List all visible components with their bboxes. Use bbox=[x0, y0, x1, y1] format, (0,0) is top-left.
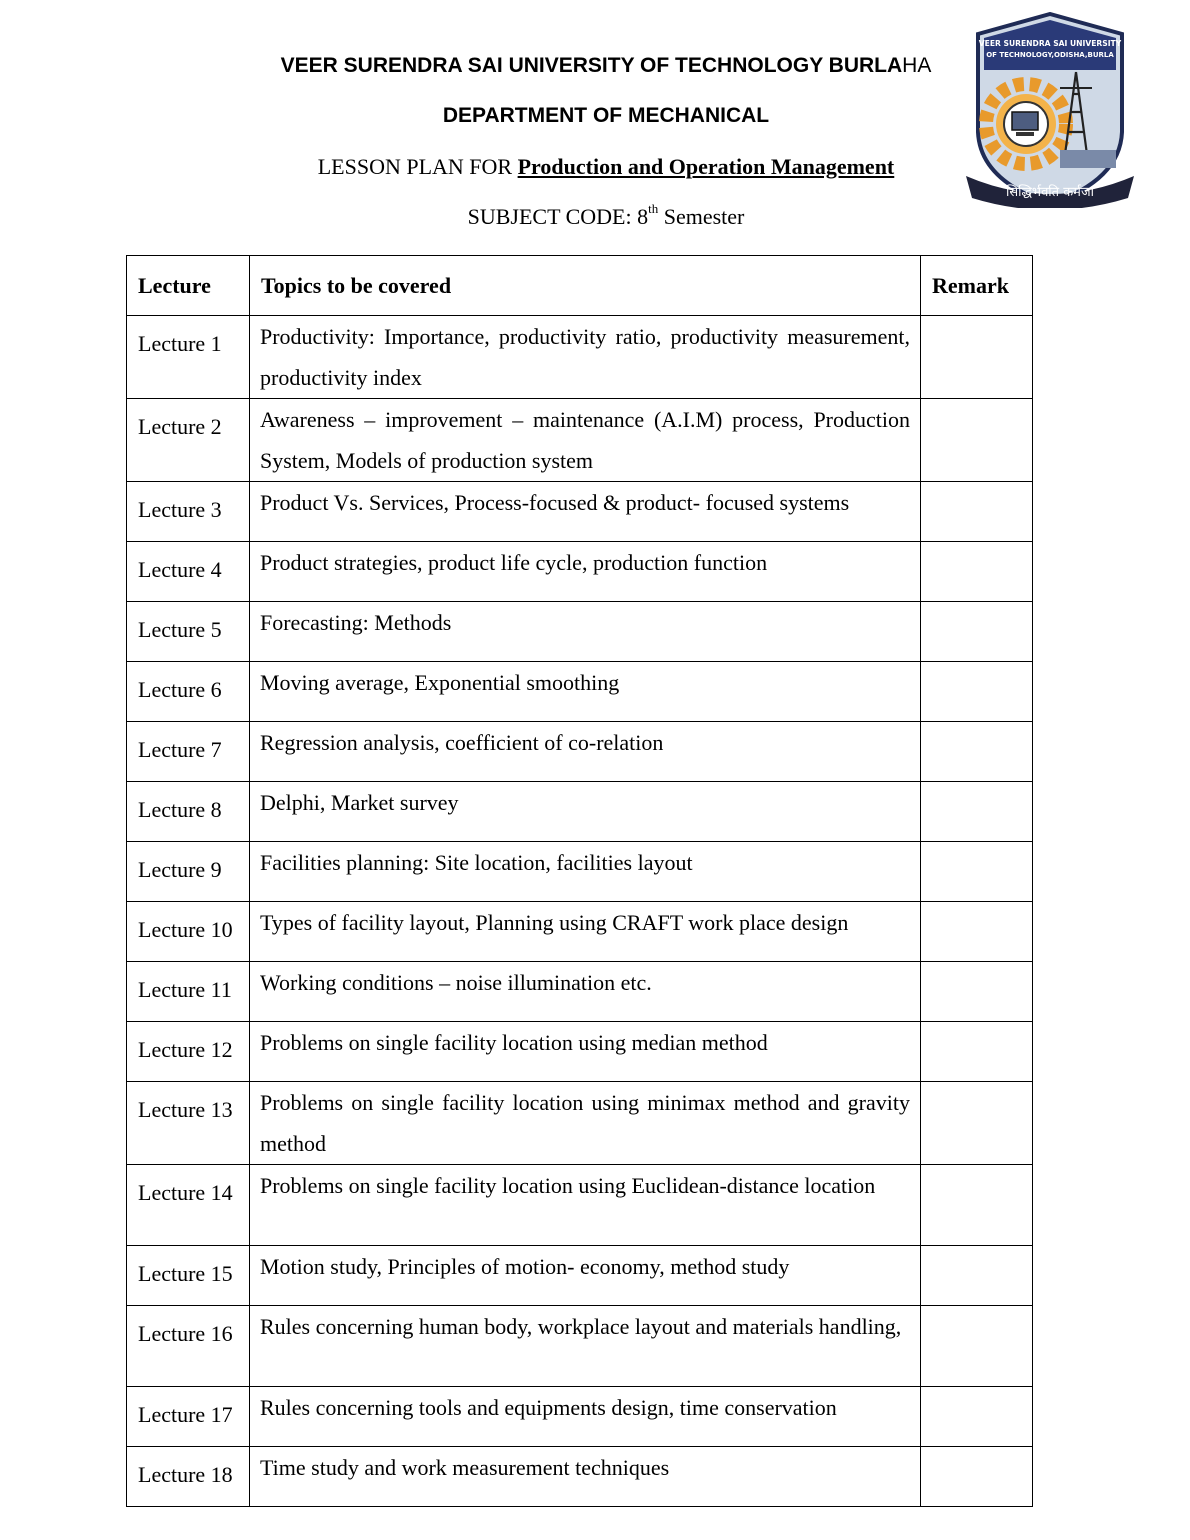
table-row bbox=[127, 399, 1033, 482]
remark-cell bbox=[921, 662, 1033, 722]
lecture-cell: Lecture 4 bbox=[127, 542, 250, 602]
semester-ordinal: th bbox=[648, 201, 659, 216]
logo-text-line1: VEER SURENDRA SAI UNIVERSITY bbox=[978, 39, 1122, 48]
table-row bbox=[127, 1387, 1033, 1447]
lecture-cell: Lecture 5 bbox=[127, 602, 250, 662]
lesson-plan-table bbox=[126, 255, 1033, 1507]
table-row bbox=[127, 602, 1033, 662]
remark-cell bbox=[921, 1022, 1033, 1082]
lecture-cell: Lecture 16 bbox=[127, 1306, 250, 1387]
remark-cell bbox=[921, 602, 1033, 662]
lecture-cell: Lecture 8 bbox=[127, 782, 250, 842]
topic-cell: Facilities planning: Site location, facilities layout bbox=[250, 842, 921, 902]
topic-cell: Regression analysis, coefficient of co-relation bbox=[250, 722, 921, 782]
topic-cell: Rules concerning human body, workplace layout and materials handling, bbox=[250, 1306, 921, 1387]
remark-cell bbox=[921, 842, 1033, 902]
remark-cell bbox=[921, 399, 1033, 482]
topic-cell: Delphi, Market survey bbox=[250, 782, 921, 842]
lecture-cell: Lecture 12 bbox=[127, 1022, 250, 1082]
lecture-cell: Lecture 18 bbox=[127, 1447, 250, 1507]
remark-cell bbox=[921, 1082, 1033, 1165]
table-row bbox=[127, 1246, 1033, 1306]
remark-cell bbox=[921, 1246, 1033, 1306]
topic-cell: Problems on single facility location using minimax method and gravity method bbox=[250, 1082, 921, 1165]
university-logo bbox=[964, 12, 1136, 208]
table-row bbox=[127, 542, 1033, 602]
lecture-cell: Lecture 3 bbox=[127, 482, 250, 542]
lecture-cell: Lecture 17 bbox=[127, 1387, 250, 1447]
table-row bbox=[127, 782, 1033, 842]
topic-cell: Rules concerning tools and equipments design, time conservation bbox=[250, 1387, 921, 1447]
logo-text-line2: OF TECHNOLOGY,ODISHA,BURLA bbox=[986, 51, 1114, 59]
topic-cell: Forecasting: Methods bbox=[250, 602, 921, 662]
topic-cell: Problems on single facility location using median method bbox=[250, 1022, 921, 1082]
remark-cell bbox=[921, 1306, 1033, 1387]
lecture-cell: Lecture 14 bbox=[127, 1165, 250, 1246]
table-row bbox=[127, 1022, 1033, 1082]
table-header-row bbox=[127, 256, 1033, 316]
university-name-main: VEER SURENDRA SAI UNIVERSITY OF TECHNOLOGY BURLA bbox=[280, 54, 903, 77]
header-topics: Topics to be covered bbox=[250, 256, 921, 316]
lesson-plan-prefix: LESSON PLAN FOR bbox=[317, 154, 518, 179]
table-row bbox=[127, 962, 1033, 1022]
table-row bbox=[127, 1165, 1033, 1246]
topic-cell: Working conditions – noise illumination etc. bbox=[250, 962, 921, 1022]
logo-motto: सिद्धिर्भवति कर्मजा bbox=[1006, 185, 1094, 200]
lecture-cell: Lecture 13 bbox=[127, 1082, 250, 1165]
table-row bbox=[127, 1082, 1033, 1165]
lecture-cell: Lecture 7 bbox=[127, 722, 250, 782]
table-row bbox=[127, 1447, 1033, 1507]
remark-cell bbox=[921, 722, 1033, 782]
university-name-suffix: HA bbox=[902, 54, 932, 77]
table-row bbox=[127, 842, 1033, 902]
remark-cell bbox=[921, 782, 1033, 842]
remark-cell bbox=[921, 482, 1033, 542]
remark-cell bbox=[921, 316, 1033, 399]
subject-name: Production and Operation Management bbox=[517, 154, 895, 179]
table-row bbox=[127, 902, 1033, 962]
lecture-cell: Lecture 6 bbox=[127, 662, 250, 722]
remark-cell bbox=[921, 1447, 1033, 1507]
remark-cell bbox=[921, 542, 1033, 602]
table-row bbox=[127, 1306, 1033, 1387]
topic-cell: Productivity: Importance, productivity ratio, productivity measurement, productivity index bbox=[250, 316, 921, 399]
lecture-cell: Lecture 10 bbox=[127, 902, 250, 962]
lecture-cell: Lecture 9 bbox=[127, 842, 250, 902]
table-row bbox=[127, 482, 1033, 542]
lecture-cell: Lecture 15 bbox=[127, 1246, 250, 1306]
topic-cell: Motion study, Principles of motion- economy, method study bbox=[250, 1246, 921, 1306]
topic-cell: Time study and work measurement techniques bbox=[250, 1447, 921, 1507]
remark-cell bbox=[921, 902, 1033, 962]
lecture-cell: Lecture 11 bbox=[127, 962, 250, 1022]
topic-cell: Types of facility layout, Planning using CRAFT work place design bbox=[250, 902, 921, 962]
topic-cell: Product Vs. Services, Process-focused & product- focused systems bbox=[250, 482, 921, 542]
remark-cell bbox=[921, 1387, 1033, 1447]
topic-cell: Moving average, Exponential smoothing bbox=[250, 662, 921, 722]
topic-cell: Problems on single facility location using Euclidean-distance location bbox=[250, 1165, 921, 1246]
table-row bbox=[127, 316, 1033, 399]
topic-cell: Product strategies, product life cycle, production function bbox=[250, 542, 921, 602]
semester-label: Semester bbox=[658, 204, 745, 229]
header-lecture: Lecture bbox=[127, 256, 250, 316]
table-row bbox=[127, 722, 1033, 782]
topic-cell: Awareness – improvement – maintenance (A.I.M) process, Production System, Models of production system bbox=[250, 399, 921, 482]
lecture-cell: Lecture 1 bbox=[127, 316, 250, 399]
remark-cell bbox=[921, 1165, 1033, 1246]
department-name: DEPARTMENT OF MECHANICAL bbox=[442, 104, 770, 127]
header-remark: Remark bbox=[921, 256, 1033, 316]
lecture-cell: Lecture 2 bbox=[127, 399, 250, 482]
remark-cell bbox=[921, 962, 1033, 1022]
table-row bbox=[127, 662, 1033, 722]
subject-code-prefix: SUBJECT CODE: 8 bbox=[467, 204, 649, 229]
